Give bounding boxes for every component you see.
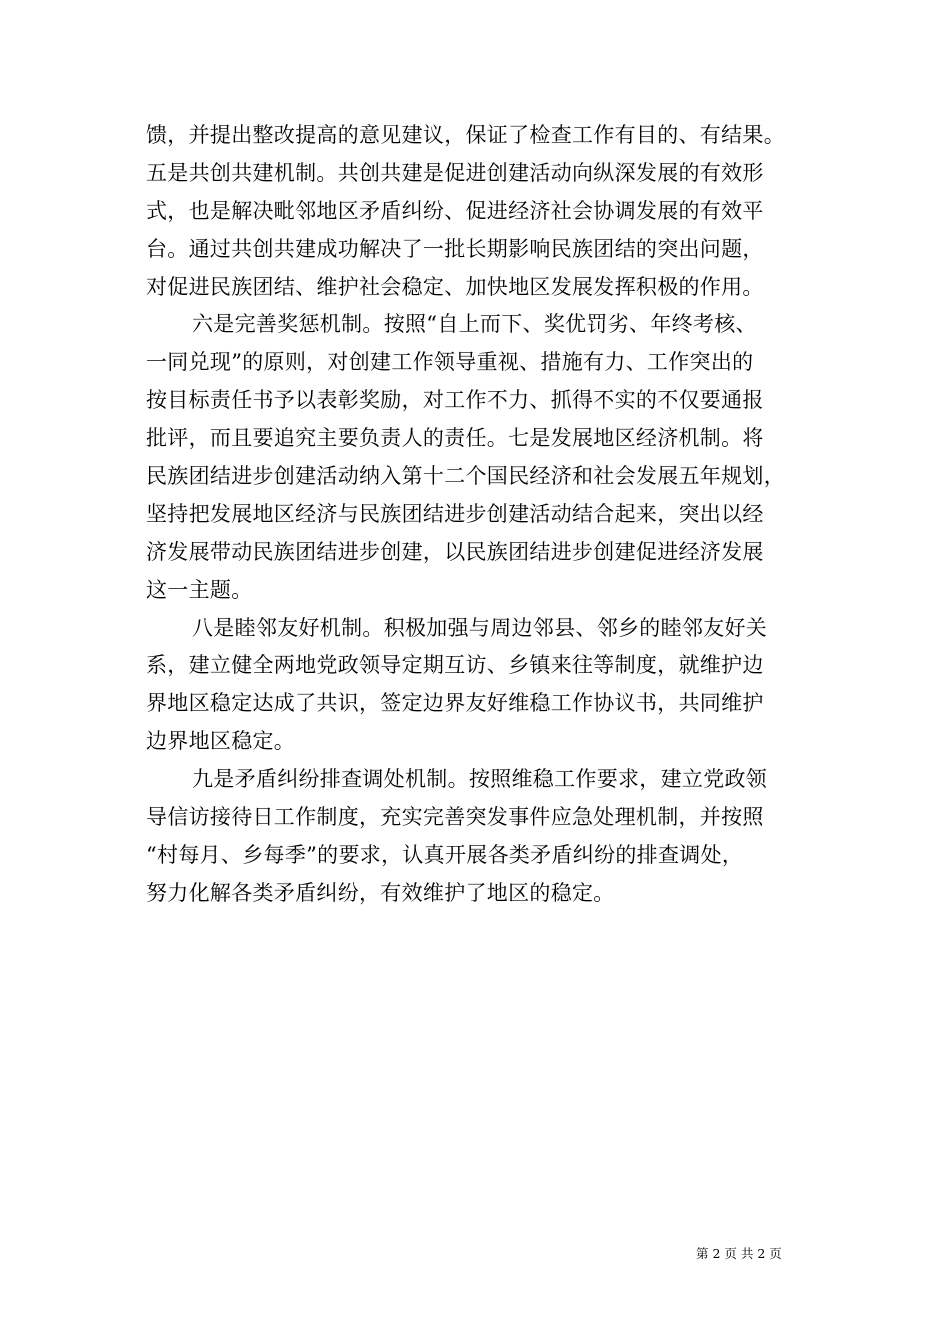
text-line: 导信访接待日工作制度，充实完善突发事件应急处理机制，并按照 [146,805,764,830]
page-number: 第 2 页 共 2 页 [696,1246,782,1261]
text-line: 系，建立健全两地党政领导定期互访、乡镇来往等制度，就维护边 [146,653,764,678]
text-line: 馈，并提出整改提高的意见建议，保证了检查工作有目的、有结果。 [146,123,785,147]
text-line: 努力化解各类矛盾纠纷，有效维护了地区的稳定。 [146,880,615,905]
text-line: 民族团结进步创建活动纳入第十二个国民经济和社会发展五年规划， [146,464,785,489]
text-line: “村每月、乡每季”的要求，认真开展各类矛盾纠纷的排查调处， [146,842,744,867]
text-line: 按目标责任书予以表彰奖励，对工作不力、抓得不实的不仅要通报 [146,388,764,413]
paragraph-first-line: 九是矛盾纠纷排查调处机制。按照维稳工作要求，建立党政领 [192,767,768,792]
text-line: 一同兑现”的原则，对创建工作领导重视、措施有力、工作突出的 [146,350,754,375]
text-line: 对促进民族团结、维护社会稳定、加快地区发展发挥积极的作用。 [146,274,764,299]
text-line: 坚持把发展地区经济与民族团结进步创建活动结合起来，突出以经 [146,501,764,526]
text-line: 济发展带动民族团结进步创建，以民族团结进步创建促进经济发展 [146,539,764,564]
text-line: 台。通过共创共建成功解决了一批长期影响民族团结的突出问题， [146,236,764,261]
text-line: 批评，而且要追究主要负责人的责任。七是发展地区经济机制。将 [146,426,764,451]
text-line: 这一主题。 [146,577,253,602]
paragraph-first-line: 六是完善奖惩机制。按照“自上而下、奖优罚劣、年终考核、 [192,312,757,337]
text-line: 边界地区稳定。 [146,729,296,754]
text-line: 式，也是解决毗邻地区矛盾纠纷、促进经济社会协调发展的有效平 [146,198,764,223]
paragraph-first-line: 八是睦邻友好机制。积极加强与周边邻县、邻乡的睦邻友好关 [192,615,768,640]
document-body [146,117,826,913]
text-line: 五是共创共建机制。共创共建是促进创建活动向纵深发展的有效形 [146,160,764,185]
text-line: 界地区稳定达成了共识，签定边界友好维稳工作协议书，共同维护 [146,691,764,716]
